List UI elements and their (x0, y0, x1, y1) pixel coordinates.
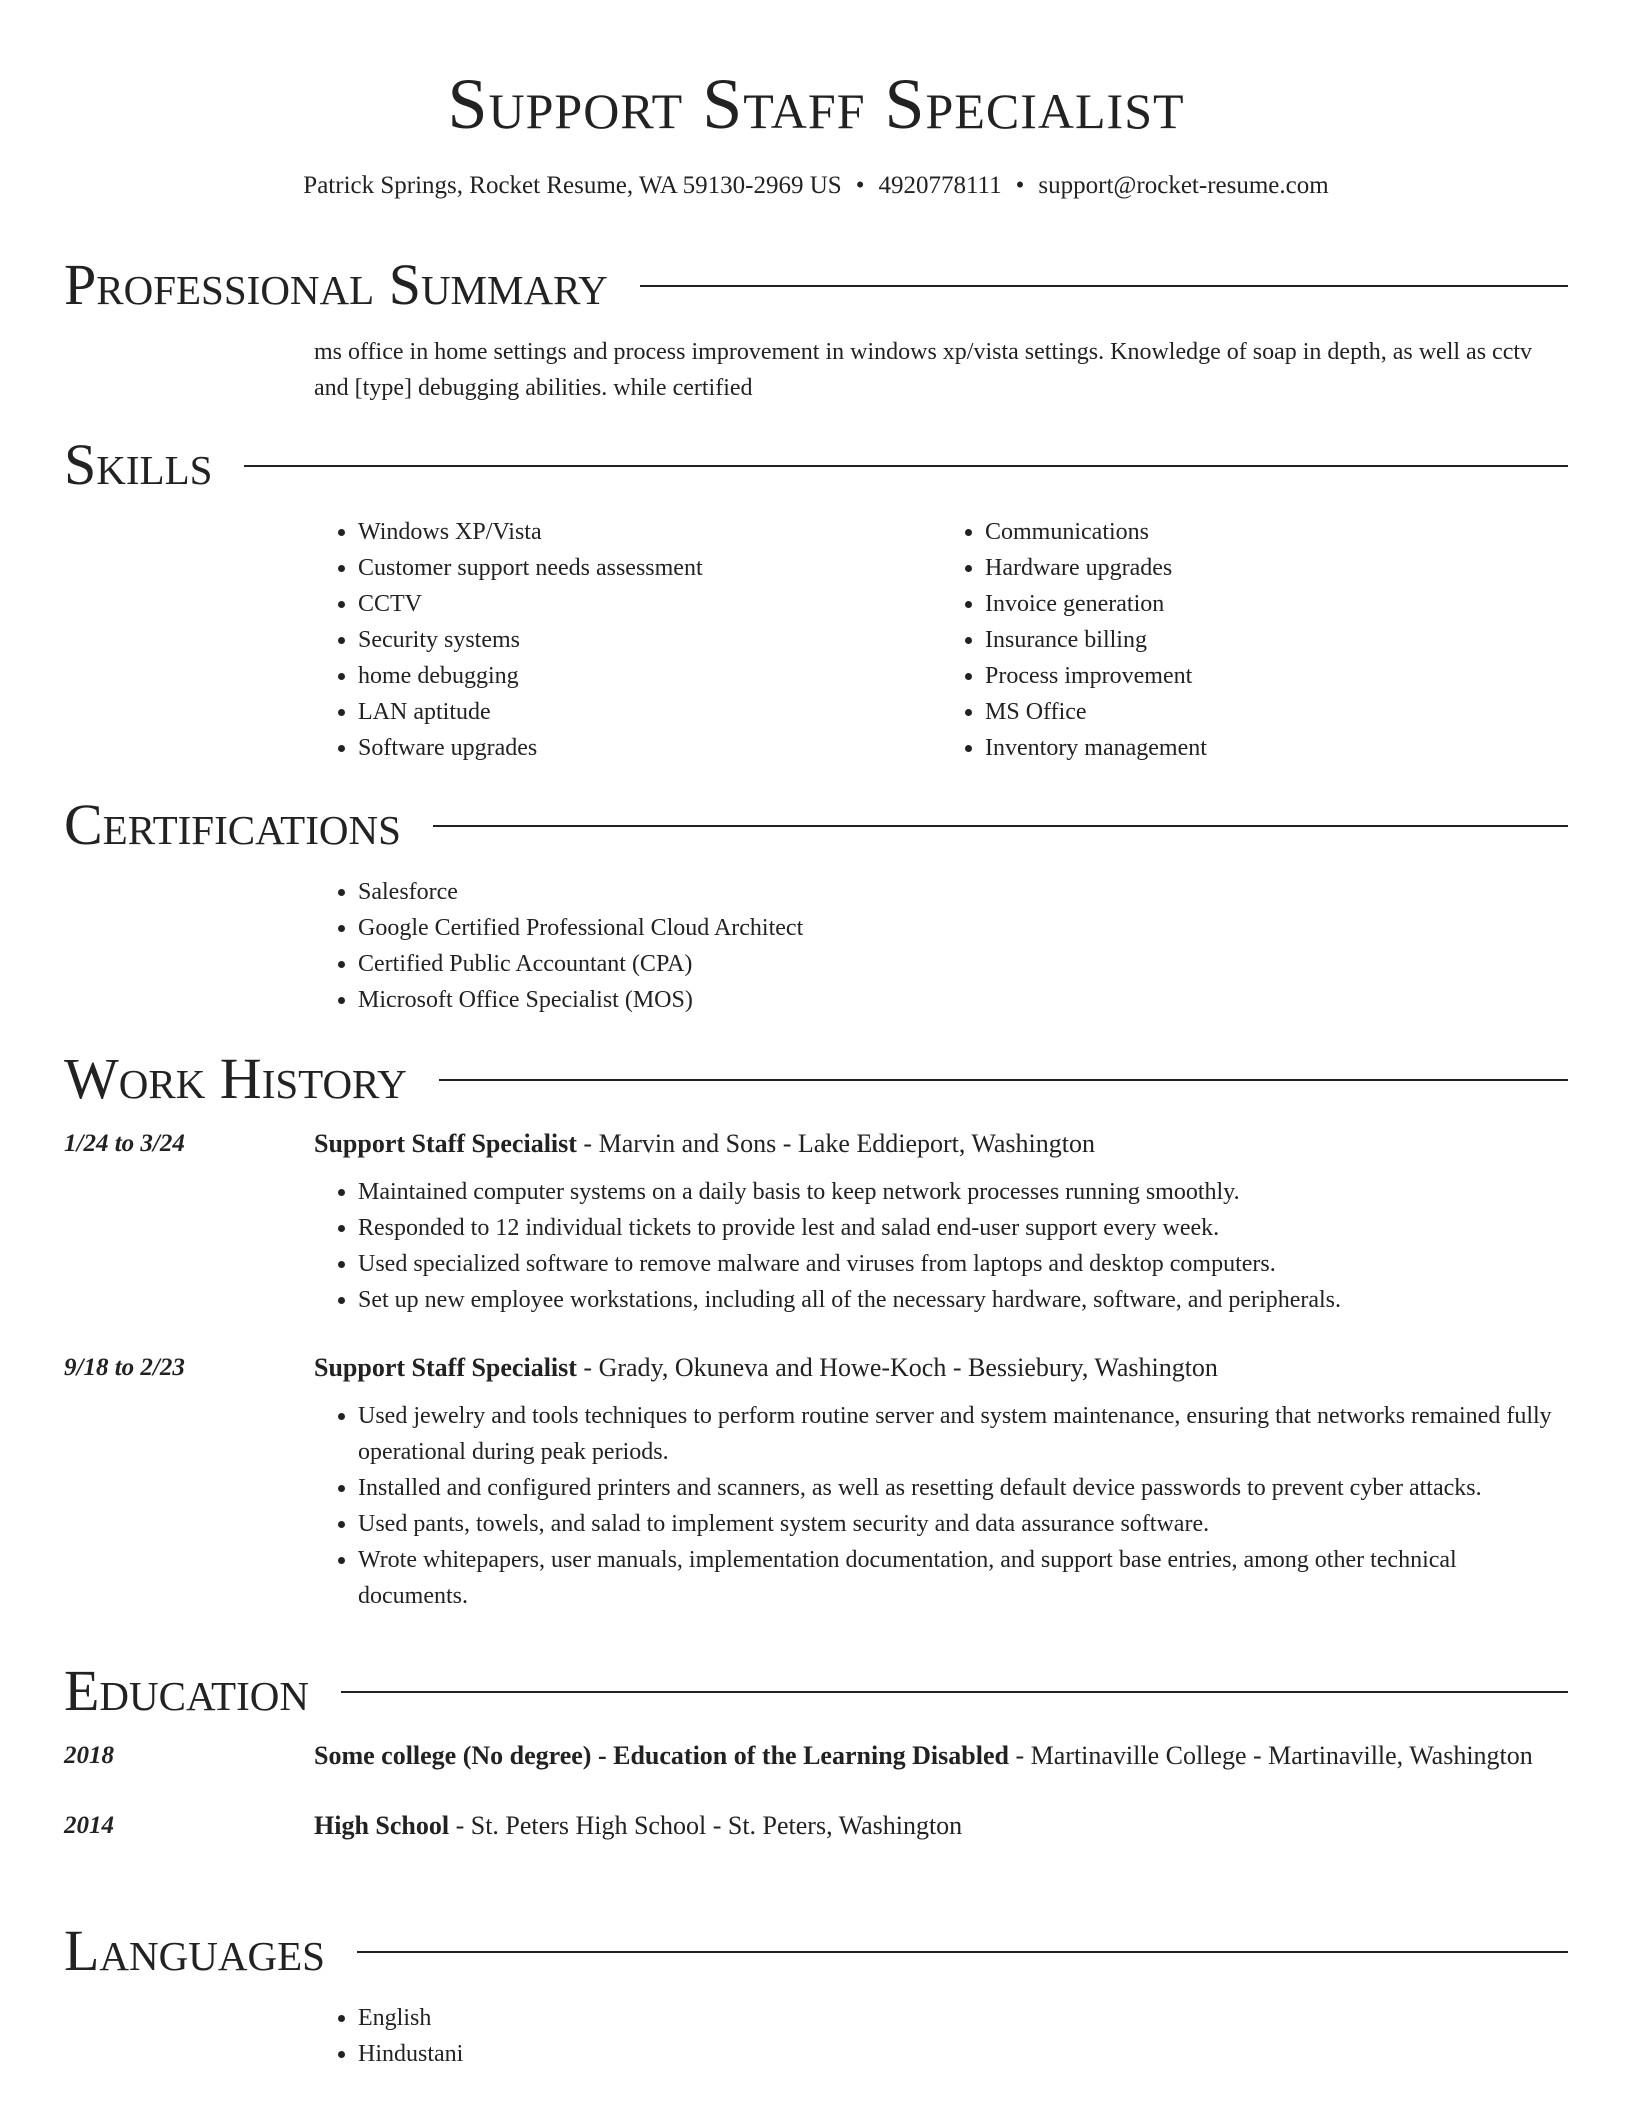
summary-text: ms office in home settings and process improvement in windows xp/vista settings. Knowledge of soap in depth, as well as cctv and [type] debugging abilities. while certified (314, 339, 1533, 401)
candidate-name: Support Staff Specialist (447, 64, 1185, 144)
language-item: • English (358, 2000, 1568, 2036)
job-bullet: • Used pants, towels, and salad to implement system security and data assurance software. (358, 1506, 1568, 1542)
education-year: 2018 (64, 1742, 114, 1769)
job-title-line (314, 1124, 1568, 1164)
language-item: • Hindustani (358, 2036, 1568, 2072)
job-bullet: • Used jewelry and tools techniques to perform routine server and system maintenance, ensuring that networks remained fully operational during peak periods. (358, 1398, 1568, 1470)
section-divider (357, 1951, 1568, 1953)
section-title: Professional Summary (64, 252, 608, 317)
education-entry (64, 1736, 1568, 1776)
languages-list (314, 2000, 1568, 2072)
education-section (64, 1658, 1568, 1846)
job-title-line (314, 1348, 1568, 1388)
skill-item: • Customer support needs assessment (358, 550, 941, 586)
section-divider (433, 825, 1568, 827)
contact-separator: • (855, 172, 865, 199)
skill-item: • Process improvement (985, 658, 1568, 694)
contact-address: Patrick Springs, Rocket Resume, WA 59130-2969 US (303, 172, 842, 199)
certification-item: • Microsoft Office Specialist (MOS) (358, 982, 1568, 1018)
certification-item: • Certified Public Accountant (CPA) (358, 946, 1568, 982)
section-divider (244, 465, 1568, 467)
skill-item: • Inventory management (985, 730, 1568, 766)
job-role: Support Staff Specialist (314, 1129, 577, 1158)
section-title: Education (64, 1658, 309, 1723)
skill-item: • LAN aptitude (358, 694, 941, 730)
job-entry (64, 1348, 1568, 1614)
education-school: - Martinaville College - Martinaville, Washington (1008, 1741, 1533, 1770)
section-divider (341, 1691, 1568, 1693)
work-history-section (64, 1046, 1568, 1614)
job-bullet: • Responded to 12 individual tickets to provide lest and salad end-user support every week. (358, 1210, 1568, 1246)
languages-body (314, 2000, 1568, 2072)
contact-line (0, 170, 1632, 202)
section-header (64, 1918, 1568, 1984)
languages-section (64, 1918, 1568, 2072)
job-bullet: • Installed and configured printers and scanners, as well as resetting default device passwords to prevent cyber attacks. (358, 1470, 1568, 1506)
education-year: 2014 (64, 1812, 114, 1839)
education-line (314, 1736, 1568, 1776)
certifications-section (64, 792, 1568, 1018)
job-dates: 1/24 to 3/24 (64, 1130, 185, 1157)
summary-section (64, 252, 1568, 406)
skill-item: • MS Office (985, 694, 1568, 730)
contact-email: support@rocket-resume.com (1038, 172, 1329, 199)
skill-item: • Invoice generation (985, 586, 1568, 622)
job-employer: - Marvin and Sons - Lake Eddieport, Washington (576, 1129, 1095, 1158)
job-header (64, 1124, 1568, 1164)
skills-list-right (941, 514, 1568, 766)
job-bullet: • Maintained computer systems on a daily basis to keep network processes running smoothly. (358, 1174, 1568, 1210)
skill-item: • Communications (985, 514, 1568, 550)
education-school: - St. Peters High School - St. Peters, Washington (449, 1811, 963, 1840)
section-title: Languages (64, 1918, 325, 1983)
education-degree: High School (314, 1811, 450, 1840)
skill-item: • Windows XP/Vista (358, 514, 941, 550)
section-divider (640, 285, 1568, 287)
certification-item: • Google Certified Professional Cloud Architect (358, 910, 1568, 946)
job-bullet: • Set up new employee workstations, including all of the necessary hardware, software, and peripherals. (358, 1282, 1568, 1318)
job-header (64, 1348, 1568, 1388)
job-bullet-list (314, 1398, 1568, 1614)
education-entry (64, 1806, 1568, 1846)
job-bullet: • Wrote whitepapers, user manuals, implementation documentation, and support base entries, among other technical documents. (358, 1542, 1568, 1614)
job-bullet: • Used specialized software to remove malware and viruses from laptops and desktop computers. (358, 1246, 1568, 1282)
education-line (314, 1806, 1568, 1846)
job-bullets (314, 1174, 1568, 1318)
job-bullet-list (314, 1174, 1568, 1318)
section-divider (439, 1079, 1568, 1081)
certifications-list (314, 874, 1568, 1018)
contact-phone: 4920778111 (878, 172, 1002, 199)
job-employer: - Grady, Okuneva and Howe-Koch - Bessiebury, Washington (576, 1353, 1218, 1382)
job-role: Support Staff Specialist (314, 1353, 577, 1382)
section-header (64, 432, 1568, 498)
job-bullets (314, 1398, 1568, 1614)
skill-item: • Security systems (358, 622, 941, 658)
skill-item: • home debugging (358, 658, 941, 694)
section-title: Skills (64, 432, 213, 497)
education-degree: Some college (No degree) - Education of the Learning Disabled (314, 1741, 1009, 1770)
contact-separator: • (1015, 172, 1025, 199)
skill-item: • CCTV (358, 586, 941, 622)
skills-list-left (314, 514, 941, 766)
skill-item: • Hardware upgrades (985, 550, 1568, 586)
section-header (64, 252, 1568, 318)
section-title: Work History (64, 1046, 407, 1111)
section-title: Certifications (64, 792, 401, 857)
skills-section (64, 432, 1568, 766)
section-header (64, 792, 1568, 858)
skill-item: • Insurance billing (985, 622, 1568, 658)
section-header (64, 1658, 1568, 1724)
job-entry (64, 1124, 1568, 1318)
skill-item: • Software upgrades (358, 730, 941, 766)
skills-columns (314, 514, 1568, 766)
job-dates: 9/18 to 2/23 (64, 1354, 185, 1381)
section-header (64, 1046, 1568, 1112)
certifications-body (314, 874, 1568, 1018)
certification-item: • Salesforce (358, 874, 1568, 910)
